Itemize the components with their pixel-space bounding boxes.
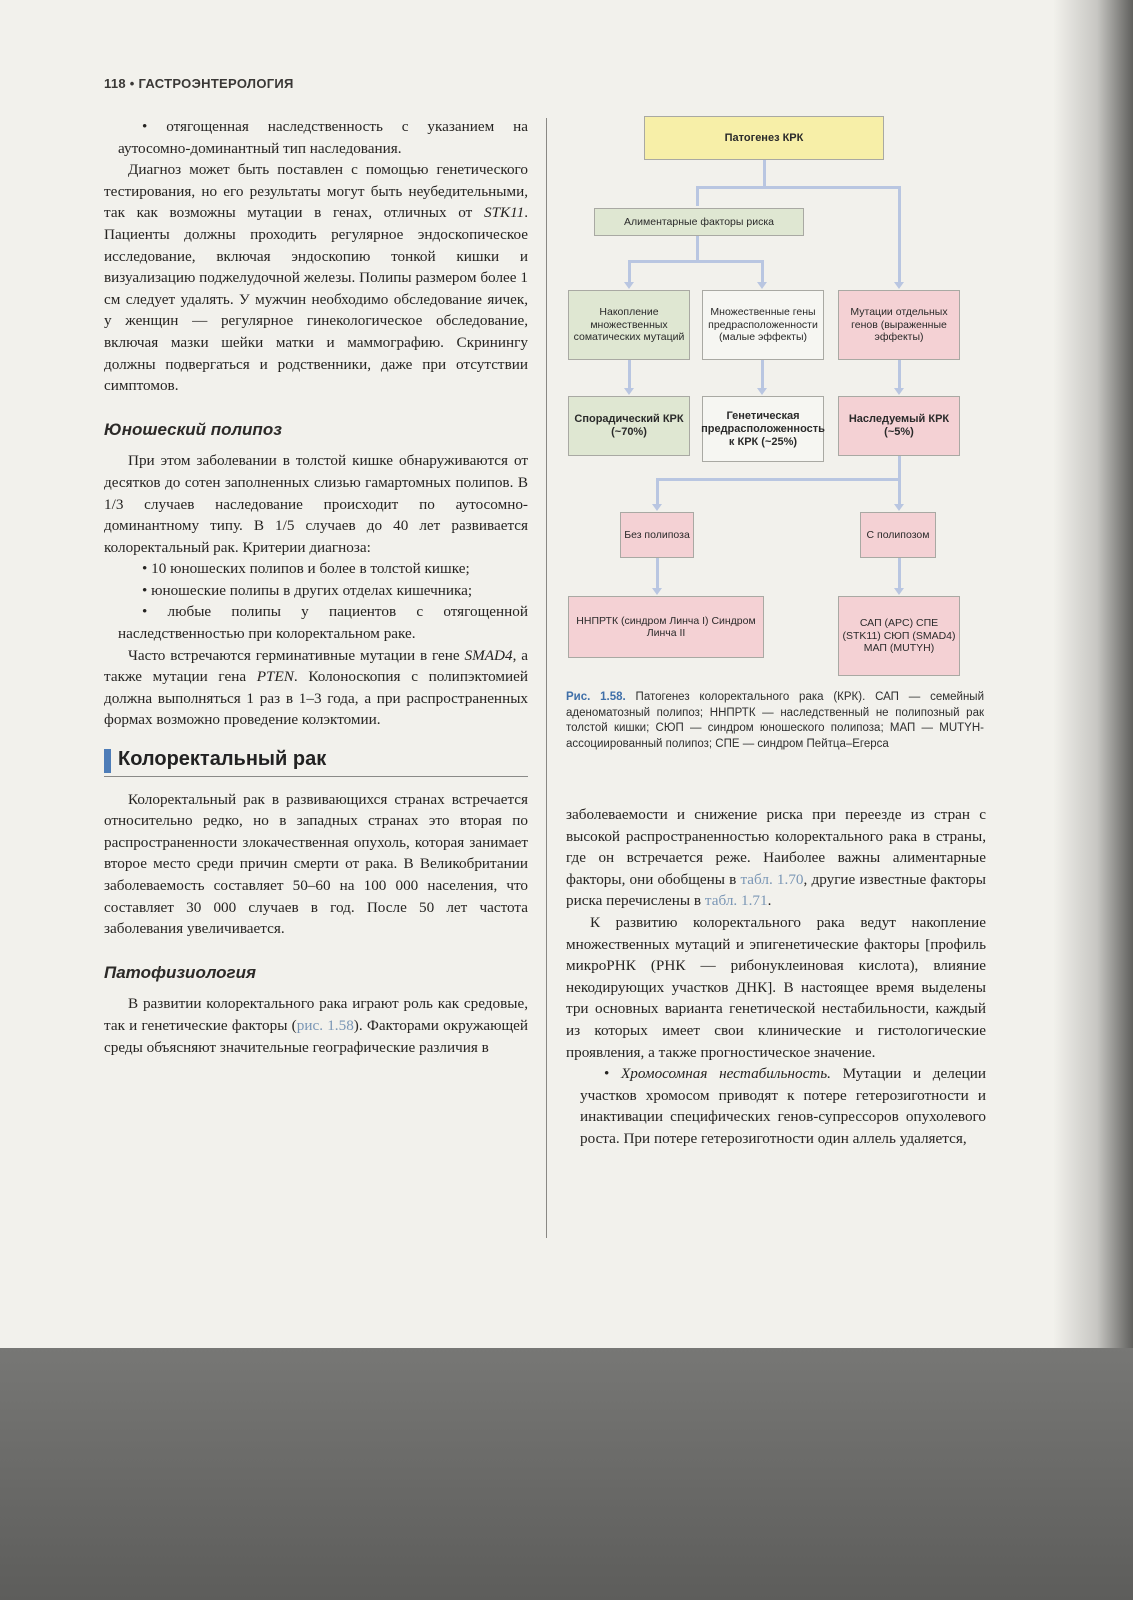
arrow-head — [894, 388, 904, 395]
arrow-head — [652, 504, 662, 511]
text-run: Мутации и делеции участков хромосом приводят к потере гетерозиготности и инактивации специфических генов-супрессоров опухолевого роста. При потере гетерозиготности один аллель удаляется, — [580, 1065, 986, 1147]
text-run: . — [767, 892, 772, 910]
paragraph-diagnosis — [104, 159, 528, 397]
text-run: В развитии колоректального рака играют роль как средовые, так и генетические факторы ( — [104, 995, 528, 1034]
text-run: . Колоноскопия с полипэктомией должна выполняться 1 раз в 1–3 года, а при распространенных формах возможно проведение колэктомии. — [104, 668, 528, 729]
box-single-gene-mutations: Мутации отдельных генов (выраженные эффекты) — [838, 290, 960, 360]
connector-line — [696, 186, 901, 189]
column-divider — [546, 118, 547, 1238]
paragraph-pathophysiology — [104, 993, 528, 1058]
connector-line — [898, 456, 901, 480]
paragraph-dietary — [566, 804, 986, 912]
pathogenesis-diagram — [560, 110, 980, 690]
paragraph-mutations — [104, 645, 528, 731]
heading-pathophysiology: Патофизиология — [104, 962, 257, 982]
caption-text: Патогенез колоректального рака (КРК). САП — семейный аденоматозный полипоз; ННПРТК — наследственный не полипозный рак толстой кишки; СЮП — синдром юношеского полипоза; МАП — MUTYH-ассоциированный полипоз; СПЕ — синдром Пейтца–Егерса — [566, 691, 984, 750]
heading-juvenile-polyposis: Юношеский полипоз — [104, 419, 282, 439]
arrow-head — [894, 504, 904, 511]
table-reference-link[interactable]: табл. 1.70 — [740, 870, 804, 888]
box-with-polyposis: С полипозом — [860, 512, 936, 558]
bullet-chromosomal-instability: • Хромосомная нестабильность. Мутации и делеции участков хромосом приводят к потере гетерозиготности и инактивации специфических генов-супрессоров опухолевого роста. При потере гетерозиготности один аллель удаляется, — [580, 1065, 986, 1147]
scanner-background — [0, 1348, 1133, 1600]
connector-line — [761, 260, 764, 282]
heading-colorectal-cancer — [104, 747, 528, 777]
connector-line — [656, 478, 659, 504]
box-polyposis-syndromes: САП (APC) СПЕ (STK11) СЮП (SMAD4) МАП (MUTYH) — [838, 596, 960, 676]
paragraph-juvenile: При этом заболевании в толстой кишке обнаруживаются от десятков до сотен заполненных слизью гамартомных полипов. В 1/3 случаев наследование происходит по аутосомно-доминантному типу. В 1/5 случаев до 40 лет развивается колоректальный рак. Критерии диагноза: — [104, 452, 528, 556]
arrow-head — [757, 282, 767, 289]
figure-caption — [566, 690, 984, 752]
text-run: , а также мутации гена — [104, 646, 528, 686]
connector-line — [898, 478, 901, 504]
text-run: , другие известные факторы риска перечислены в — [566, 870, 986, 910]
arrow-head — [894, 282, 904, 289]
box-hnpcc-lynch: ННПРТК (синдром Линча I) Синдром Линча II — [568, 596, 764, 658]
connector-line — [898, 186, 901, 284]
table-reference-link[interactable]: табл. 1.71 — [704, 892, 768, 910]
text-run: Часто встречаются герминативные мутации в гене — [128, 646, 465, 664]
text-run: заболеваемости и снижение риска при переезде из стран с высокой распространенностью колоректального рака в страны, где он встречается реже. Наиболее важны алиментарные факторы, они обобщены в — [566, 806, 986, 888]
connector-line — [628, 260, 631, 282]
connector-line — [628, 260, 763, 263]
criteria-bullet: • 10 юношеских полипов и более в толстой кишке; — [142, 560, 470, 578]
box-multiple-genes: Множественные гены предрасположенности (малые эффекты) — [702, 290, 824, 360]
box-genetic-predisposition: Генетическая предрасположенность к КРК (~25%) — [702, 396, 824, 462]
left-column — [104, 116, 528, 1058]
connector-line — [898, 360, 901, 388]
criteria-bullet: • юношеские полипы в других отделах кишечника; — [142, 581, 473, 599]
box-dietary-factors: Алиментарные факторы риска — [594, 208, 804, 236]
gene-name: SMAD4 — [464, 646, 513, 664]
box-somatic-mutations: Накопление множественных соматических мутаций — [568, 290, 690, 360]
text-run: Диагноз может быть поставлен с помощью генетического тестирования, но его результаты могут быть неубедительными, так как возможны мутации в генах, отличных от — [104, 161, 528, 222]
page-gutter-shadow — [1053, 0, 1133, 1348]
text-run: ). Факторами окружающей среды объясняют значительные географические различия в — [104, 1016, 529, 1056]
box-crc-pathogenesis: Патогенез КРК — [644, 116, 884, 160]
arrow-head — [757, 388, 767, 395]
right-column — [566, 804, 986, 1150]
connector-line — [656, 478, 901, 481]
box-sporadic-crc: Спорадический КРК (~70%) — [568, 396, 690, 456]
figure-reference-link[interactable]: рис. 1.58 — [296, 1016, 354, 1034]
text-run: . Пациенты должны проходить регулярное эндоскопическое исследование, включая эндоскопию тонкой кишки и визуализацию поджелудочной железы. Полипы размером более 1 см следует удалять. У мужчин необходимо обследование яичек, у женщин — регулярное гинекологическое обследование, включая мазки шейки матки и маммографию. Скринингу должны подвергаться и родственники, даже при отсутствии симптомов. — [104, 204, 528, 395]
heading-text: Колоректальный рак — [118, 748, 327, 771]
connector-line — [696, 186, 699, 206]
arrow-head — [624, 282, 634, 289]
paragraph-crc: Колоректальный рак в развивающихся странах встречается относительно редко, но в западных странах это вторая по распространенности злокачественная опухоль, которая занимает второе место среди причин смерти от рака. В Великобритании заболеваемость составляет 50–60 на 100 000 населения, что составляет 30 000 случаев в год. После 50 лет частота заболевания увеличивается. — [104, 790, 528, 938]
connector-line — [761, 360, 764, 388]
figure-label: Рис. 1.58. — [566, 691, 626, 703]
arrow-head — [894, 588, 904, 595]
paragraph-mutations-epigenetics: К развитию колоректального рака ведут накопление множественных мутаций и эпигенетические факторы [профиль микроРНК (РНК — рибонуклеиновая кислота), влияние некодирующих участков ДНК]. В настоящее время выделены три основных варианта генетической нестабильности, каждый из которых имеет свои клинические и гистологические проявления, а также прогностическое значение. — [566, 913, 986, 1061]
arrow-head — [652, 588, 662, 595]
running-head: 118 • ГАСТРОЭНТЕРОЛОГИЯ — [104, 76, 294, 91]
gene-name: PTEN — [256, 668, 294, 686]
bullet-heredity: • отягощенная наследственность с указанием на аутосомно-доминантный тип наследования. — [118, 118, 528, 157]
gene-name: STK11 — [483, 204, 525, 222]
box-without-polyposis: Без полипоза — [620, 512, 694, 558]
connector-line — [696, 236, 699, 262]
arrow-head — [624, 388, 634, 395]
term-emphasis: Хромосомная нестабильность. — [621, 1065, 831, 1083]
box-hereditary-crc: Наследуемый КРК (~5%) — [838, 396, 960, 456]
connector-line — [628, 360, 631, 388]
criteria-bullet: • любые полипы у пациентов с отягощенной наследственностью при колоректальном раке. — [118, 603, 528, 643]
heading-accent-bar — [104, 749, 111, 773]
connector-line — [656, 558, 659, 588]
connector-line — [763, 158, 766, 188]
connector-line — [898, 558, 901, 588]
